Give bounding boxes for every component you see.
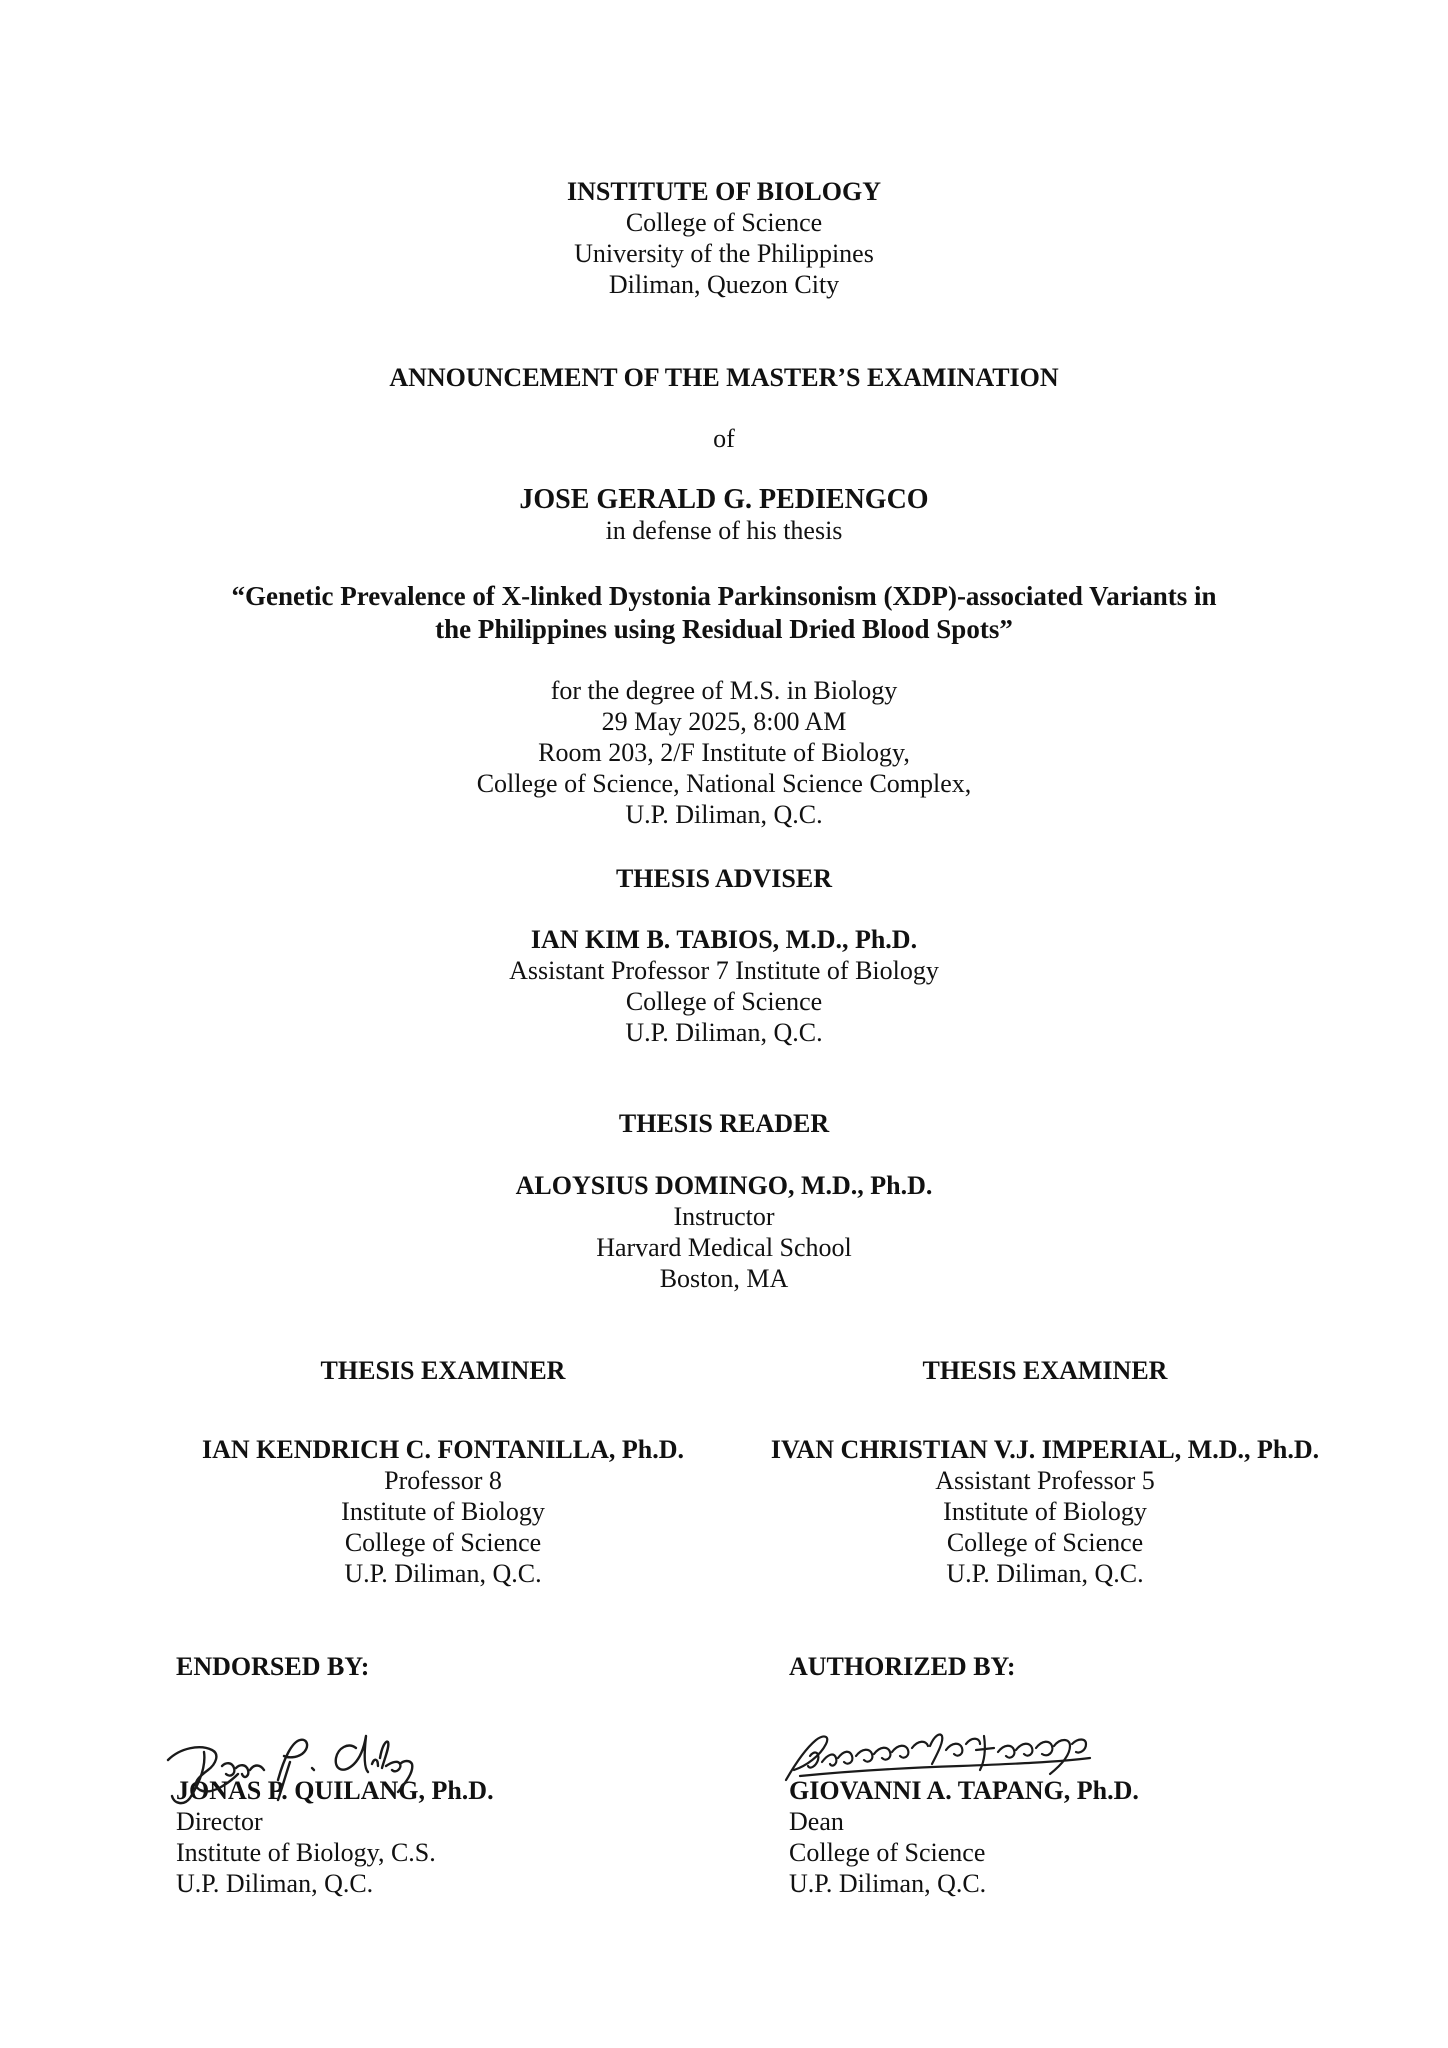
examiner-heading: THESIS EXAMINER	[922, 1356, 1168, 1385]
announcement-section	[0, 362, 1448, 393]
announcement-title: ANNOUNCEMENT OF THE MASTER’S EXAMINATION	[389, 363, 1059, 392]
college-name: College of Science	[625, 208, 823, 237]
university-name: University of the Philippines	[574, 239, 874, 268]
candidate-name: JOSE GERALD G. PEDIENGCO	[519, 484, 929, 515]
authorized-section	[789, 1775, 1139, 1899]
complex-text: College of Science, National Science Complex,	[476, 769, 972, 798]
reader-heading-block	[0, 1108, 1448, 1139]
room-text: Room 203, 2/F Institute of Biology,	[538, 738, 910, 767]
endorsed-heading-block	[176, 1651, 369, 1682]
authorizer-campus: U.P. Diliman, Q.C.	[789, 1869, 987, 1898]
location-text: Diliman, Quezon City	[608, 270, 840, 299]
exam-details	[0, 675, 1448, 830]
endorser-position: Director	[176, 1807, 263, 1836]
examiner-right	[735, 1355, 1355, 1589]
institution-header	[0, 176, 1448, 300]
institute-name: INSTITUTE OF BIOLOGY	[566, 177, 881, 206]
examiner-heading: THESIS EXAMINER	[320, 1356, 566, 1385]
adviser-position: Assistant Professor 7 Institute of Biology	[509, 956, 939, 985]
adviser-name: IAN KIM B. TABIOS, M.D., Ph.D.	[530, 925, 918, 954]
of-line	[0, 423, 1448, 454]
authorizer-unit: College of Science	[789, 1838, 986, 1867]
candidate-section	[0, 484, 1448, 546]
examiner-campus: U.P. Diliman, Q.C.	[344, 1559, 542, 1588]
endorser-unit: Institute of Biology, C.S.	[176, 1838, 436, 1867]
examiner-unit: Institute of Biology	[341, 1497, 545, 1526]
adviser-campus: U.P. Diliman, Q.C.	[625, 1018, 823, 1047]
adviser-college: College of Science	[625, 987, 823, 1016]
endorsed-section	[176, 1775, 494, 1899]
reader-section	[0, 1170, 1448, 1294]
reader-heading: THESIS READER	[618, 1109, 830, 1138]
thesis-title-line-2: the Philippines using Residual Dried Blood Spots”	[435, 614, 1013, 644]
datetime-text: 29 May 2025, 8:00 AM	[601, 707, 847, 736]
authorized-heading: AUTHORIZED BY:	[789, 1652, 1016, 1681]
reader-school: Harvard Medical School	[596, 1233, 852, 1262]
campus-text: U.P. Diliman, Q.C.	[625, 800, 823, 829]
reader-city: Boston, MA	[659, 1264, 789, 1293]
examiner-unit: Institute of Biology	[943, 1497, 1147, 1526]
examiner-position: Professor 8	[384, 1466, 502, 1495]
examiner-campus: U.P. Diliman, Q.C.	[946, 1559, 1144, 1588]
reader-position: Instructor	[673, 1202, 775, 1231]
examiner-left	[143, 1355, 743, 1589]
endorser-name: JONAS P. QUILANG, Ph.D.	[176, 1776, 494, 1805]
adviser-heading-block	[0, 863, 1448, 894]
authorizer-position: Dean	[789, 1807, 844, 1836]
reader-name: ALOYSIUS DOMINGO, M.D., Ph.D.	[515, 1171, 933, 1200]
authorizer-name: GIOVANNI A. TAPANG, Ph.D.	[789, 1776, 1139, 1805]
thesis-title	[0, 580, 1448, 646]
endorsed-heading: ENDORSED BY:	[176, 1652, 370, 1681]
examiner-college: College of Science	[344, 1528, 542, 1557]
examiner-college: College of Science	[946, 1528, 1144, 1557]
defense-line: in defense of his thesis	[605, 516, 843, 545]
examiner-position: Assistant Professor 5	[935, 1466, 1155, 1495]
thesis-title-line-1: “Genetic Prevalence of X-linked Dystonia Parkinsonism (XDP)-associated Variants in	[231, 581, 1217, 611]
authorized-heading-block	[789, 1651, 1016, 1682]
degree-text: for the degree of M.S. in Biology	[550, 676, 898, 705]
of-text: of	[713, 424, 735, 453]
endorser-campus: U.P. Diliman, Q.C.	[176, 1869, 374, 1898]
examiner-name: IAN KENDRICH C. FONTANILLA, Ph.D.	[201, 1435, 684, 1464]
adviser-heading: THESIS ADVISER	[615, 864, 833, 893]
examiner-name: IVAN CHRISTIAN V.J. IMPERIAL, M.D., Ph.D.	[770, 1435, 1320, 1464]
adviser-section	[0, 924, 1448, 1048]
